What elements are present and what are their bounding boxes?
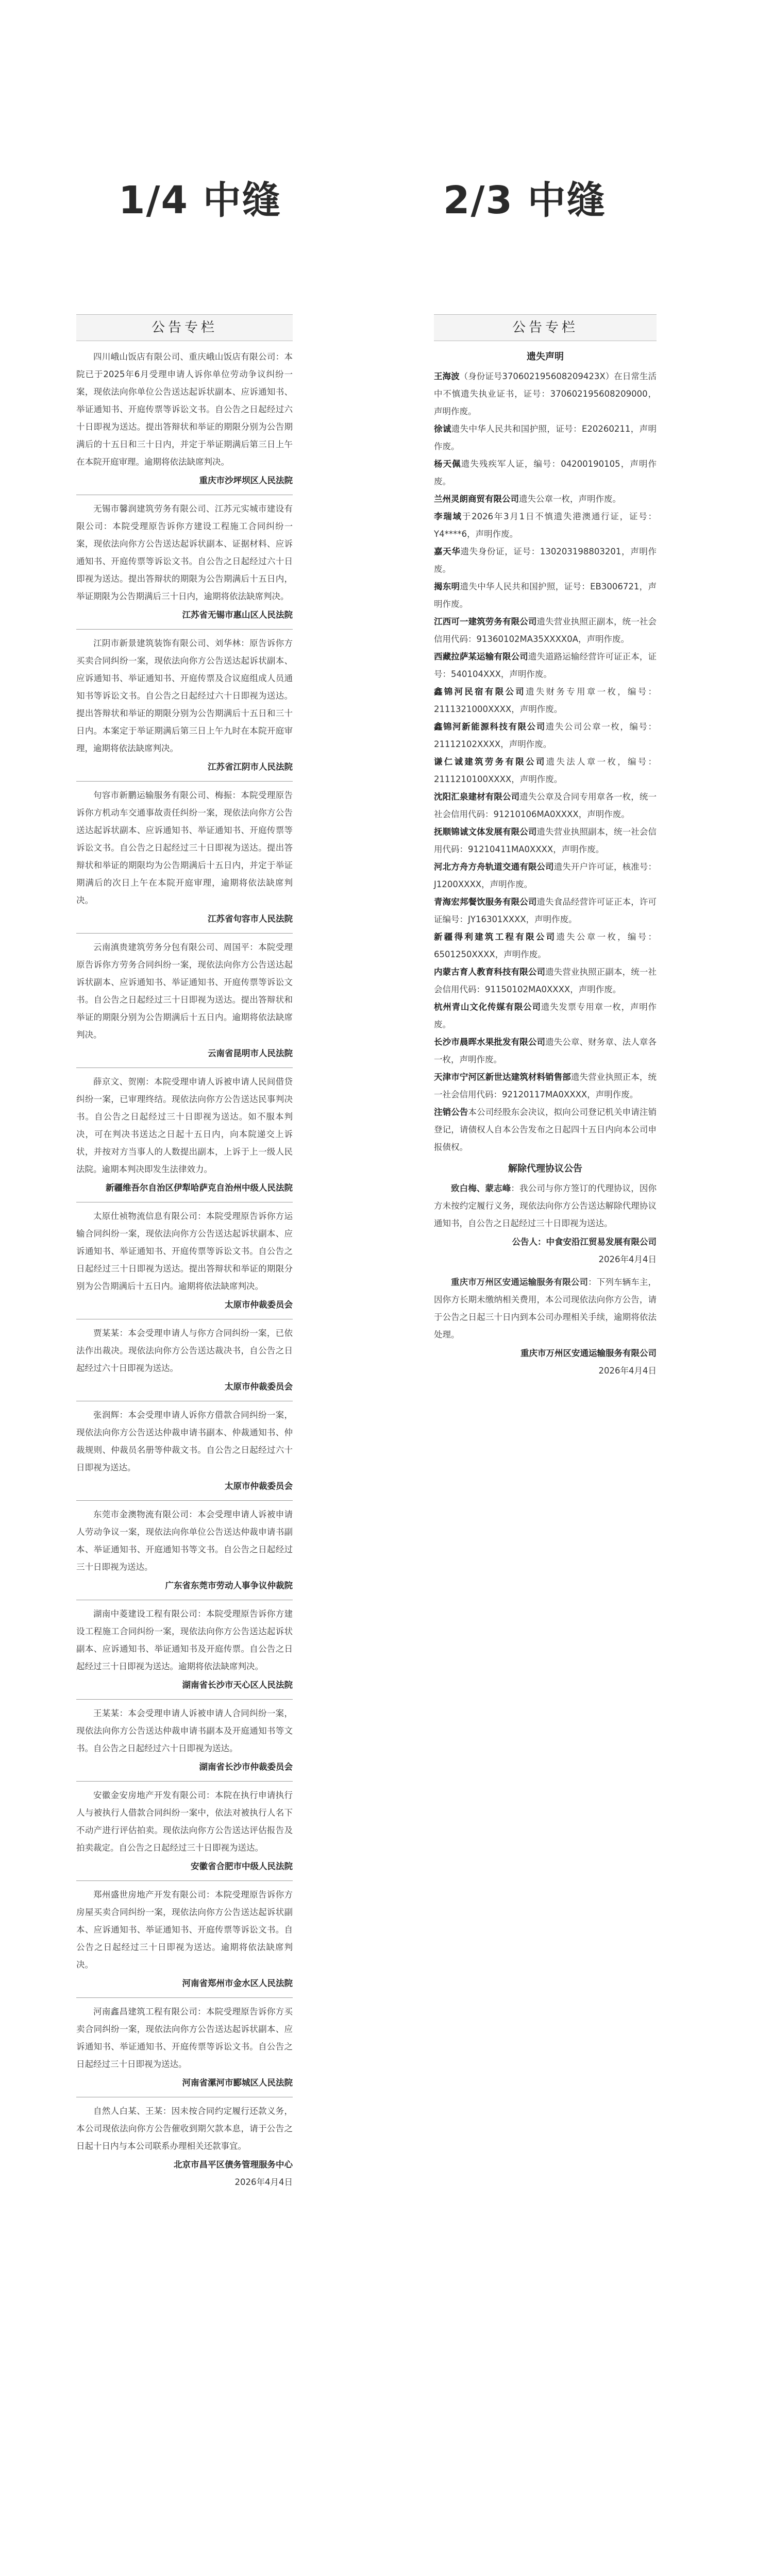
notice-text: 云南滇贵建筑劳务分包有限公司、周国平：本院受理原告诉你方劳务合同纠纷一案，现依法向你方公告送达起诉状副本、应诉通知书、举证通知书、开庭传票等诉讼文书。自公告之日起经过三十日即视为送达。提出答辩状和举证的期限分别为公告期满后十五日内。逾期将依法缺席判决。 xyxy=(76,942,293,1040)
notice-text: 安徽金安房地产开发有限公司：本院在执行申请执行人与被执行人借款合同纠纷一案中，依法对被执行人名下不动产进行评估拍卖。现依法向你方公告送达评估报告及拍卖裁定。自公告之日起经过三十日即视为送达。 xyxy=(76,1790,293,1853)
lost-notice xyxy=(434,963,657,998)
lost-notice-name: 徐诚 xyxy=(434,424,451,434)
agency-notice-title: 解除代理协议公告 xyxy=(508,1163,582,1174)
lost-notice-text: 遗失营业执照正本，统一社会信用代码：92120117MA0XXXX，声明作废。 xyxy=(434,1072,657,1099)
divider xyxy=(76,1067,293,1068)
lost-notice xyxy=(434,858,657,893)
lost-notice xyxy=(434,420,657,455)
lost-notice-name: 江西可一建筑劳务有限公司 xyxy=(434,617,537,626)
notice-text: 四川峨山饭店有限公司、重庆峨山饭店有限公司：本院已于2025年6月受理申请人诉你单位劳动争议纠纷一案，现依法向你单位公告送达起诉状副本、应诉通知书、举证通知书、开庭传票等诉讼文书。自公告之日起经过六十日即视为送达。提出答辩状和举证的期限分别为公告期满后的十五日和三十日内，并定于举证期满后第三日上午在本院开庭审理。逾期将依法缺席判决。 xyxy=(76,352,293,467)
lost-notice xyxy=(434,753,657,788)
notice-text: 河南鑫昌建筑工程有限公司：本院受理原告诉你方买卖合同纠纷一案，现依法向你方公告送达起诉状副本、应诉通知书、举证通知书、开庭传票等诉讼文书。自公告之日起经过三十日即视为送达。 xyxy=(76,2007,293,2069)
lost-notice-name: 鑫锦河新能源科技有限公司 xyxy=(434,722,546,732)
notice-body: ：我公司与你方签订的代理协议，因你方未按约定履行义务，现依法向你方公告送达解除代理协议通知书，自公告之日起经过三十日即视为送达。 xyxy=(434,1183,657,1228)
lost-notice-text: 遗失开户许可证，核准号：J1200XXXX，声明作废。 xyxy=(434,862,657,889)
notice-text: 自然人白某、王某：因未按合同约定履行还款义务，本公司现依法向你方公告催收到期欠款本息，请于公告之日起十日内与本公司联系办理相关还款事宜。 xyxy=(76,2106,293,2151)
lost-notice-name: 鑫锦河民宿有限公司 xyxy=(434,687,526,697)
notice-text xyxy=(434,1180,657,1232)
lost-notice-name: 抚顺锦诚文体发展有限公司 xyxy=(434,827,537,837)
notice-date: 2026年4月4日 xyxy=(598,1255,657,1264)
notice-date: 2026年4月4日 xyxy=(234,2177,293,2187)
notice-item xyxy=(434,1274,657,1380)
lost-notice xyxy=(434,718,657,753)
lost-notice xyxy=(434,1033,657,1069)
notice-issuer: 江苏省无锡市惠山区人民法院 xyxy=(182,610,293,620)
notice-text xyxy=(434,1274,657,1344)
notice-addressee: 致白梅、蒙志峰 xyxy=(451,1183,511,1193)
notice-item xyxy=(76,1406,293,1495)
notice-item xyxy=(76,939,293,1062)
lost-notice-text: 于2026年3月1日不慎遗失港澳通行证，证号：Y4****6，声明作废。 xyxy=(434,512,657,539)
lost-notice-text: 遗失营业执照副本，统一社会信用代码：91210411MA0XXXX，声明作废。 xyxy=(434,827,657,854)
lost-notice-text: 遗失残疾军人证，编号：04200190105，声明作废。 xyxy=(434,459,657,486)
notice-text: 郑州盛世房地产开发有限公司：本院受理原告诉你方房屋买卖合同纠纷一案，现依法向你方公告送达起诉状副本、应诉通知书、举证通知书、开庭传票等诉讼文书。自公告之日起经过三十日即视为送达。逾期将依法缺席判决。 xyxy=(76,1890,293,1970)
notice-item xyxy=(76,2003,293,2092)
lost-notice-name: 青海宏邦餐饮服务有限公司 xyxy=(434,897,537,907)
notice-text: 贾某某：本会受理申请人与你方合同纠纷一案，已依法作出裁决。现依法向你方公告送达裁决书，自公告之日起经过六十日即视为送达。 xyxy=(76,1328,293,1373)
notice-issuer: 河南省郑州市金水区人民法院 xyxy=(182,1978,293,1988)
heading-right: 2/3 中缝 xyxy=(443,178,606,223)
notice-item xyxy=(76,1325,293,1396)
lost-notice-text: 遗失中华人民共和国护照，证号：EB3006721，声明作废。 xyxy=(434,582,657,609)
lost-notice xyxy=(434,823,657,858)
heading-left: 1/4 中缝 xyxy=(119,178,281,223)
notice-item xyxy=(76,1605,293,1694)
notice-text: 太原仕祯物流信息有限公司：本院受理原告诉你方运输合同纠纷一案，现依法向你方公告送达起诉状副本、应诉通知书、举证通知书、开庭传票等诉讼文书。自公告之日起经过三十日即视为送达。提出答辩状和举证的期限分别为公告期满后十五日内。逾期将依法缺席判决。 xyxy=(76,1211,293,1291)
lost-notice-name: 内蒙古育人教育科技有限公司 xyxy=(434,967,546,977)
notice-item xyxy=(76,1208,293,1314)
notice-issuer: 安徽省合肥市中级人民法院 xyxy=(191,1861,293,1871)
notice-item xyxy=(76,348,293,489)
notice-text: 句容市新鹏运输服务有限公司、梅振：本院受理原告诉你方机动车交通事故责任纠纷一案，现依法向你方公告送达起诉状副本、应诉通知书、举证通知书、开庭传票等诉讼文书。自公告之日起经过三十日即视为送达。提出答辩状和举证的期限均为公告期满后十五日内，并定于举证期满后的次日上午在本院开庭审理，逾期将依法缺席判决。 xyxy=(76,790,293,905)
notice-addressee: 重庆市万州区安通运输服务有限公司 xyxy=(451,1277,589,1287)
lost-notice-name: 注销公告 xyxy=(434,1107,468,1117)
lost-notice xyxy=(434,543,657,578)
notice-issuer: 江苏省句容市人民法院 xyxy=(208,914,293,924)
notice-text: 张润辉：本会受理申请人诉你方借款合同纠纷一案，现依法向你方公告送达仲裁申请书副本、仲裁通知书、仲裁规则、仲裁员名册等仲裁文书。自公告之日起经过六十日即视为送达。 xyxy=(76,1410,293,1472)
right-notice-list xyxy=(434,368,657,1156)
notice-item xyxy=(76,635,293,776)
lost-notice-text: 本公司经股东会决议，拟向公司登记机关申请注销登记，请债权人自本公告发布之日起四十五日内向本公司申报债权。 xyxy=(434,1107,657,1152)
lost-notice-name: 长沙市晨晖水果批发有限公司 xyxy=(434,1037,546,1047)
notice-body: ：下列车辆车主，因你方长期未缴纳相关费用，本公司现依法向你方公告，请于公告之日起三十日内到本公司办理相关手续，逾期将依法处理。 xyxy=(434,1277,657,1340)
notice-issuer: 湖南省长沙市仲裁委员会 xyxy=(199,1762,293,1772)
left-banner: 公告专栏 xyxy=(76,314,293,341)
lost-notice xyxy=(434,613,657,648)
lost-notice xyxy=(434,578,657,613)
notice-issuer: 北京市昌平区债务管理服务中心 xyxy=(174,2160,293,2170)
notice-issuer: 太原市仲裁委员会 xyxy=(225,1481,293,1491)
divider xyxy=(76,1997,293,1998)
notice-issuer: 云南省昆明市人民法院 xyxy=(208,1048,293,1058)
left-notice-list xyxy=(76,348,293,2191)
lost-notice-name: 揭东明 xyxy=(434,582,460,591)
lost-notice xyxy=(434,648,657,683)
notice-text: 东莞市金澳物流有限公司：本会受理申请人诉被申请人劳动争议一案，现依法向你单位公告送达仲裁申请书副本、举证通知书、开庭通知书等文书。自公告之日起经过三十日即视为送达。 xyxy=(76,1510,293,1572)
right-column xyxy=(434,314,657,1385)
notice-issuer: 重庆市沙坪坝区人民法院 xyxy=(199,476,293,485)
lost-notice-name: 杭州青山文化传媒有限公司 xyxy=(434,1002,541,1012)
lost-notice-name: 杨天佩 xyxy=(434,459,461,469)
lost-notice-text: 遗失身份证，证号：130203198803201，声明作废。 xyxy=(434,547,657,574)
lost-notice-text: 遗失公章一枚，编号：6501250XXXX，声明作废。 xyxy=(434,932,657,959)
notice-text: 无锡市馨润建筑劳务有限公司、江苏元实城市建设有限公司：本院受理原告诉你方建设工程施工合同纠纷一案，现依法向你方公告送达起诉状副本、证据材料、应诉通知书、开庭传票等诉讼文书。自公告之日起经过六十日即视为送达。提出答辩状的期限为公告期满后十五日内，举证期限为公告期满后三十日内，逾期将依法缺席判决。 xyxy=(76,504,293,601)
notice-item xyxy=(76,2103,293,2191)
divider xyxy=(76,933,293,934)
notice-text: 王某某：本会受理申请人诉被申请人合同纠纷一案，现依法向你方公告送达仲裁申请书副本及开庭通知书等文书。自公告之日起经过六十日即视为送达。 xyxy=(76,1708,293,1753)
notice-item xyxy=(76,1787,293,1875)
lost-notice-title: 遗失声明 xyxy=(527,351,564,362)
lost-notice-text: 遗失公章及合同专用章各一枚，统一社会信用代码：91210106MA0XXXX，声明作废。 xyxy=(434,792,657,819)
lost-notice-name: 李瑞域 xyxy=(434,512,462,521)
lost-notice-name: 沈阳汇泉建材有限公司 xyxy=(434,792,520,802)
notice-issuer: 河南省漯河市郾城区人民法院 xyxy=(182,2078,293,2088)
notice-issuer: 公告人：中食安沿江贸易发展有限公司 xyxy=(512,1237,657,1247)
lost-notice-name: 天津市宁河区新世达建筑材料销售部 xyxy=(434,1072,571,1082)
notice-text: 薛京文、贺刚：本院受理申请人诉被申请人民间借贷纠纷一案，已审理终结。现依法向你方公告送达民事判决书。自公告之日起经过三十日即视为送达。如不服本判决，可在判决书送达之日起十五日内，向本院递交上诉状，并按对方当事人的人数提出副本，上诉于上一级人民法院。逾期本判决即发生法律效力。 xyxy=(76,1077,293,1174)
lost-notice xyxy=(434,893,657,928)
notice-text: 江阴市新景建筑装饰有限公司、刘华林：原告诉你方买卖合同纠纷一案，现依法向你方公告送达起诉状副本、应诉通知书、举证通知书、开庭传票及合议庭组成人员通知书等诉讼文书。自公告之日起经过六十日即视为送达。提出答辩状和举证的期限分别为公告期满后十五日和三十日内。本案定于举证期满后第三日上午九时在本院开庭审理，逾期将依法缺席判决。 xyxy=(76,638,293,753)
lost-notice-text: 遗失法人章一枚，编号：2111210100XXXX，声明作废。 xyxy=(434,757,657,784)
divider xyxy=(76,1781,293,1782)
notice-item xyxy=(76,1886,293,1992)
notice-issuer: 太原市仲裁委员会 xyxy=(225,1382,293,1392)
lost-notice xyxy=(434,788,657,823)
notice-item xyxy=(76,1506,293,1595)
lost-notice xyxy=(434,490,657,508)
lost-notice-text: 遗失公章一枚，声明作废。 xyxy=(519,494,621,504)
lost-notice-name: 王海波 xyxy=(434,371,460,381)
divider xyxy=(76,1500,293,1501)
lost-notice-name: 河北方舟方舟轨道交通有限公司 xyxy=(434,862,554,872)
lost-notice-text: 遗失发票专用章一枚，声明作废。 xyxy=(434,1002,657,1029)
notice-issuer: 湖南省长沙市天心区人民法院 xyxy=(182,1680,293,1690)
lost-notice xyxy=(434,683,657,718)
notice-item xyxy=(434,1180,657,1268)
notice-issuer: 广东省东莞市劳动人事争议仲裁院 xyxy=(165,1581,293,1590)
divider xyxy=(76,629,293,630)
lost-notice-text: （身份证号370602195608209423X）在日常生活中不慎遗失执业证书，证号：370602195608209000，声明作废。 xyxy=(434,371,657,416)
divider xyxy=(76,781,293,782)
lost-notice-text: 遗失公司公章一枚，编号：21112102XXXX，声明作废。 xyxy=(434,722,657,749)
right-banner: 公告专栏 xyxy=(434,314,657,341)
lost-notice-text: 遗失财务专用章一枚，编号：2111321000XXXX，声明作废。 xyxy=(434,687,657,714)
lost-notice-name: 嘉天华 xyxy=(434,547,461,556)
lost-notice-text: 遗失公章、财务章、法人章各一枚，声明作废。 xyxy=(434,1037,657,1064)
notice-item xyxy=(76,787,293,928)
lost-notice-name: 西藏拉萨某运输有限公司 xyxy=(434,652,528,662)
lost-notice-text: 遗失营业执照正副本，统一社会信用代码：91360102MA35XXXX0A，声明作废。 xyxy=(434,617,657,644)
notice-issuer: 新疆维吾尔自治区伊犁哈萨克自治州中级人民法院 xyxy=(106,1183,293,1193)
lost-notice-text: 遗失营业执照正副本，统一社会信用代码：91150102MA0XXXX，声明作废。 xyxy=(434,967,657,994)
notice-date: 2026年4月4日 xyxy=(598,1366,657,1376)
lost-notice xyxy=(434,1069,657,1104)
lost-notice-text: 遗失中华人民共和国护照，证号：E20260211，声明作废。 xyxy=(434,424,657,451)
lost-notice xyxy=(434,508,657,543)
lost-notice-name: 兰州灵朗商贸有限公司 xyxy=(434,494,519,504)
lost-notice-name: 新疆得利建筑工程有限公司 xyxy=(434,932,557,942)
notice-item xyxy=(76,1705,293,1776)
lost-notice xyxy=(434,998,657,1033)
left-column xyxy=(76,314,293,2196)
notice-item xyxy=(76,500,293,624)
lost-notice-text: 遗失食品经营许可证正本，许可证编号：JY16301XXXX，声明作废。 xyxy=(434,897,657,924)
notice-item xyxy=(76,1073,293,1197)
lost-notice-text: 遗失道路运输经营许可证正本，证号：540104XXX，声明作废。 xyxy=(434,652,657,679)
divider xyxy=(76,1699,293,1700)
lost-notice xyxy=(434,368,657,420)
divider xyxy=(76,1880,293,1881)
notice-text: 湖南中菱建设工程有限公司：本院受理原告诉你方建设工程施工合同纠纷一案，现依法向你方公告送达起诉状副本、应诉通知书、举证通知书及开庭传票。自公告之日起经过三十日即视为送达。逾期将依法缺席判决。 xyxy=(76,1609,293,1671)
lost-notice xyxy=(434,928,657,963)
lost-notice xyxy=(434,455,657,490)
notice-issuer: 江苏省江阴市人民法院 xyxy=(208,762,293,772)
lost-notice-name: 谦仁诚建筑劳务有限公司 xyxy=(434,757,546,767)
notice-issuer: 太原市仲裁委员会 xyxy=(225,1300,293,1310)
right-tail-list xyxy=(434,1180,657,1380)
notice-issuer: 重庆市万州区安通运输服务有限公司 xyxy=(520,1348,657,1358)
lost-notice xyxy=(434,1104,657,1156)
